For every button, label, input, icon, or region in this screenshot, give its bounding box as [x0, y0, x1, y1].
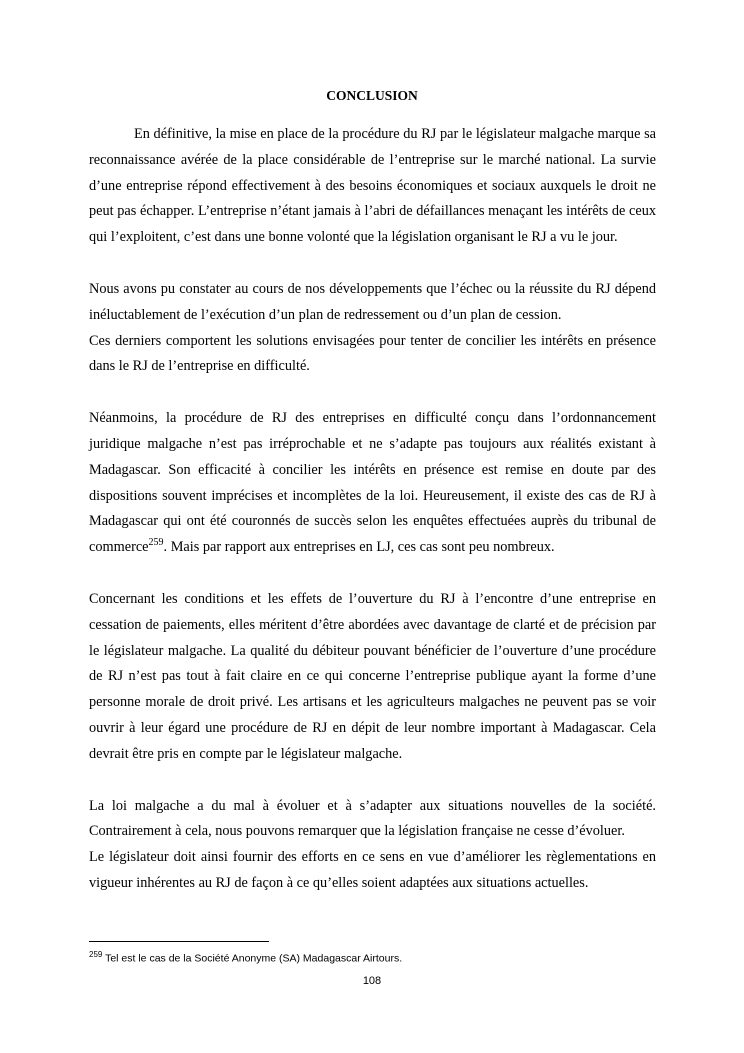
- paragraph-7: Le législateur doit ainsi fournir des efforts en ce sens en vue d’améliorer les règlementations en vigueur inhérentes au RJ de façon à ce qu’elles soient adaptées aux situations actuelles.: [89, 849, 656, 891]
- paragraph-6: La loi malgache a du mal à évoluer et à s’adapter aux situations nouvelles de la société. Contrairement à cela, nous pouvons remarquer que la législation française ne cesse d’évoluer.: [89, 797, 656, 840]
- page-title: [0, 88, 744, 104]
- page-number: 108: [362, 975, 382, 987]
- footnote-reference[interactable]: 259: [148, 537, 164, 549]
- paragraph-4-tail: . Mais par rapport aux entreprises en LJ, ces cas sont peu nombreux.: [163, 539, 555, 556]
- footnote-text: Tel est le cas de la Société Anonyme (SA) Madagascar Airtours.: [102, 952, 403, 965]
- paragraph-4: [89, 406, 656, 561]
- footnote: [89, 948, 689, 966]
- paragraph-4-text: Néanmoins, la procédure de RJ des entreprises en difficulté conçu dans l’ordonnancement juridique malgache n’est pas irréprochable et ne s’adapte pas toujours aux réalités existant à Madagascar. Son efficacité à concilier les intérêts en présence est remise en doute par des dispositions souvent imprécises et incomplètes de la loi. Heureusement, il existe des cas de RJ à Madagascar qui ont été couronnés de succès selon les enquêtes effectuées auprès du tribunal de commerce: [89, 410, 656, 556]
- paragraph-2: Nous avons pu constater au cours de nos développements que l’échec ou la réussite du RJ dépend inéluctablement de l’exécution d’un plan de redressement ou d’un plan de cession.: [89, 280, 656, 323]
- paragraph-3: Ces derniers comportent les solutions envisagées pour tenter de concilier les intérêts en présence dans le RJ de l’entreprise en difficulté.: [89, 332, 656, 375]
- footnote-separator: [89, 941, 269, 942]
- footnote-number: 259: [89, 950, 103, 959]
- paragraph-5: Concernant les conditions et les effets de l’ouverture du RJ à l’encontre d’une entreprise en cessation de paiements, elles méritent d’être abordées avec davantage de clarté et de précision par le législateur malgache. La qualité du débiteur pouvant bénéficier de l’ouverture d’une procédure de RJ n’est pas tout à fait claire en ce qui concerne l’entreprise publique ayant la forme d’une personne morale de droit privé. Les artisans et les agriculteurs malgaches ne peuvent pas se voir ouvrir à leur égard une procédure de RJ en dépit de leur nombre important à Madagascar. Cela devrait être pris en compte par le législateur malgache.: [89, 590, 656, 762]
- paragraph-1: En définitive, la mise en place de la procédure du RJ par le législateur malgache marque sa reconnaissance avérée de la place considérable de l’entreprise sur le marché national. La survie d’une entreprise répond effectivement à des besoins économiques et sociaux auxquels le droit ne peut pas échapper. L’entreprise n’étant jamais à l’abri de défaillances menaçant les intérêts de ceux qui l’exploitent, c’est dans une bonne volonté que la législation organisant le RJ a vu le jour.: [89, 126, 656, 246]
- title-text: CONCLUSION: [326, 88, 418, 103]
- body-text: [89, 122, 656, 897]
